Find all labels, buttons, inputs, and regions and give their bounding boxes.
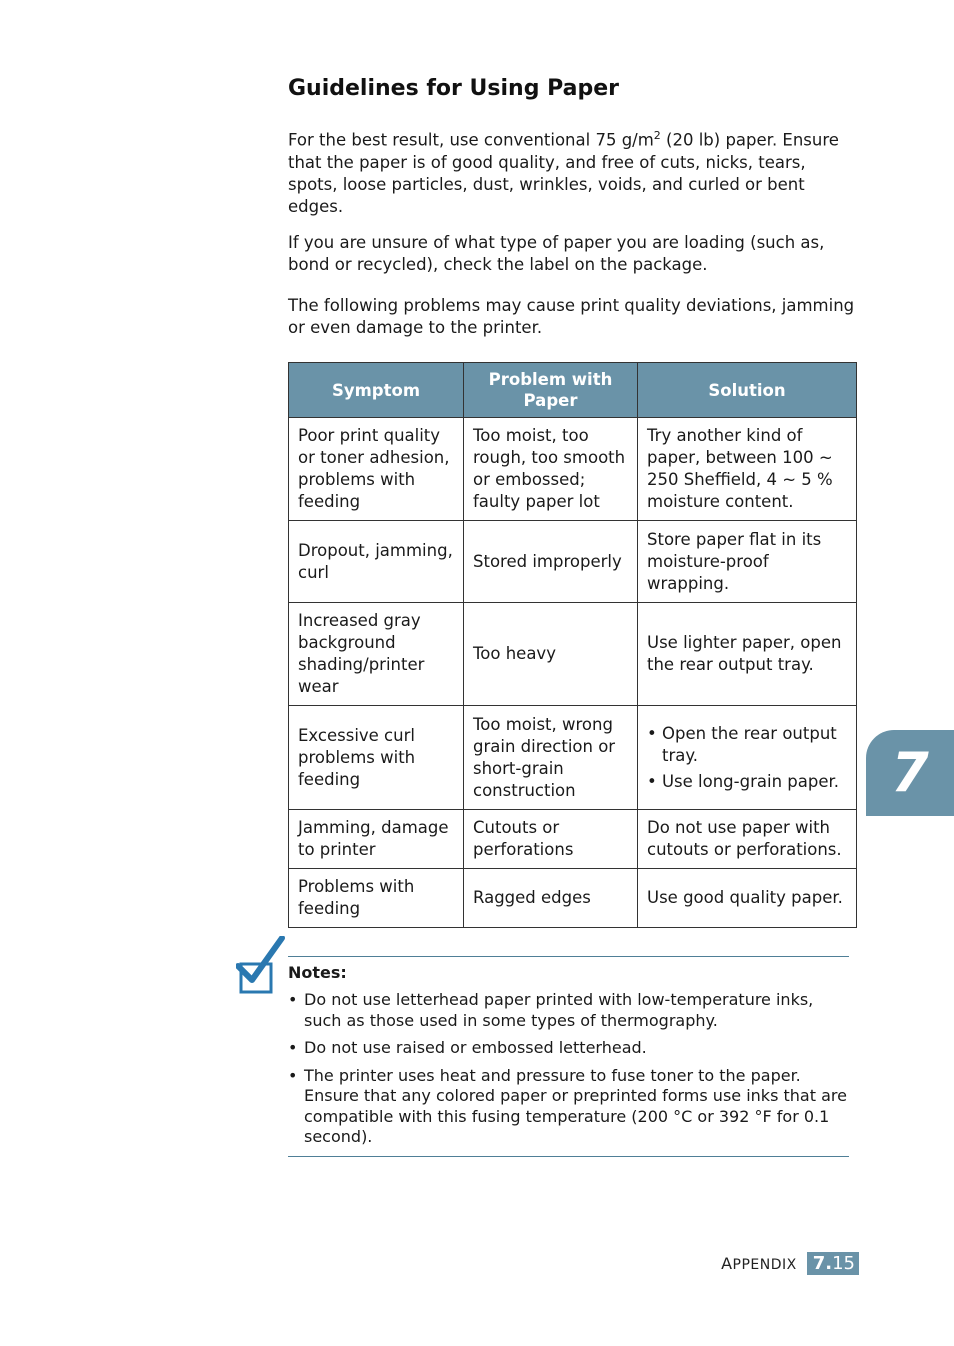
page-number: 15 xyxy=(832,1253,855,1274)
cell-symptom: Increased gray background shading/printer wear xyxy=(289,603,464,706)
table-row xyxy=(289,521,857,603)
list-item xyxy=(288,1066,849,1148)
cell-solution: Use lighter paper, open the rear output tray. xyxy=(638,603,857,706)
paper-problems-table xyxy=(288,362,857,928)
table-row xyxy=(289,603,857,706)
bullet: • xyxy=(288,990,298,1009)
header-symptom: Symptom xyxy=(289,363,464,418)
main-content xyxy=(288,72,856,337)
cell-symptom: Problems with feeding xyxy=(289,869,464,928)
cell-problem: Too heavy xyxy=(464,603,638,706)
intro-paragraph-3: The following problems may cause print quality deviations, jamming or even damage to the printer. xyxy=(288,296,855,337)
page-title: Guidelines for Using Paper xyxy=(288,76,620,101)
intro-p1-text-a: For the best result, use conventional 75 g/m xyxy=(288,130,654,150)
intro-p1-superscript: 2 xyxy=(653,129,661,142)
cell-solution: Do not use paper with cutouts or perforations. xyxy=(638,810,857,869)
table-row xyxy=(289,810,857,869)
bullet: • xyxy=(288,1038,298,1057)
bullet: • xyxy=(288,1065,298,1085)
cell-problem: Stored improperly xyxy=(464,521,638,603)
note-text: The printer uses heat and pressure to fuse toner to the paper. Ensure that any colored paper or preprinted forms use inks that are compatible with this fusing temperature (200 °C or 392 °F for 0.1 second). xyxy=(304,1065,847,1146)
page-chapter: 7. xyxy=(812,1253,833,1274)
footer-label-initial: A xyxy=(721,1254,733,1273)
cell-solution: Use good quality paper. xyxy=(638,869,857,928)
cell-solution: Try another kind of paper, between 100 ~ 250 Sheffield, 4 ~ 5 % moisture content. xyxy=(638,418,857,521)
list-item xyxy=(288,1038,849,1059)
notes-box xyxy=(288,956,849,1157)
intro-paragraph-1 xyxy=(288,125,856,218)
cell-solution xyxy=(638,706,857,810)
checkmark-note-icon xyxy=(236,936,286,996)
header-problem: Problem with Paper xyxy=(464,363,638,418)
cell-problem: Ragged edges xyxy=(464,869,638,928)
notes-title: Notes: xyxy=(288,963,347,982)
table-header-row xyxy=(289,363,857,418)
table-row xyxy=(289,869,857,928)
cell-symptom: Poor print quality or toner adhesion, problems with feeding xyxy=(289,418,464,521)
cell-symptom: Dropout, jamming, curl xyxy=(289,521,464,603)
note-text: Do not use raised or embossed letterhead. xyxy=(304,1038,647,1057)
table-row xyxy=(289,706,857,810)
footer-label-rest: PPENDIX xyxy=(732,1257,797,1273)
chapter-tab xyxy=(866,730,954,816)
solution-list xyxy=(647,723,848,793)
note-text: Do not use letterhead paper printed with low-temperature inks, such as those used in some types of thermography. xyxy=(304,990,814,1030)
solution-list-item: • Use long-grain paper. xyxy=(647,771,839,791)
cell-solution: Store paper flat in its moisture-proof wrapping. xyxy=(638,521,857,603)
page-number-badge xyxy=(807,1252,859,1275)
header-solution: Solution xyxy=(638,363,857,418)
cell-symptom: Excessive curl problems with feeding xyxy=(289,706,464,810)
footer-section-label xyxy=(721,1254,797,1273)
intro-p1-text-b: (20 lb) paper. Ensure that the paper is of good quality, and free of cuts, nicks, tears, spots, loose particles, dust, wrinkles, voids, and curled or bent edges. xyxy=(288,130,839,216)
page-footer xyxy=(721,1252,859,1275)
table-row xyxy=(289,418,857,521)
solution-list-item: • Open the rear output tray. xyxy=(647,723,837,765)
cell-problem: Too moist, wrong grain direction or short-grain construction xyxy=(464,706,638,810)
cell-symptom: Jamming, damage to printer xyxy=(289,810,464,869)
list-item xyxy=(288,990,849,1031)
cell-problem: Too moist, too rough, too smooth or embossed; faulty paper lot xyxy=(464,418,638,521)
cell-problem: Cutouts or perforations xyxy=(464,810,638,869)
chapter-number: 7 xyxy=(891,741,929,804)
intro-paragraph-2: If you are unsure of what type of paper you are loading (such as, bond or recycled), check the label on the package. xyxy=(288,233,825,274)
notes-list xyxy=(288,990,849,1148)
